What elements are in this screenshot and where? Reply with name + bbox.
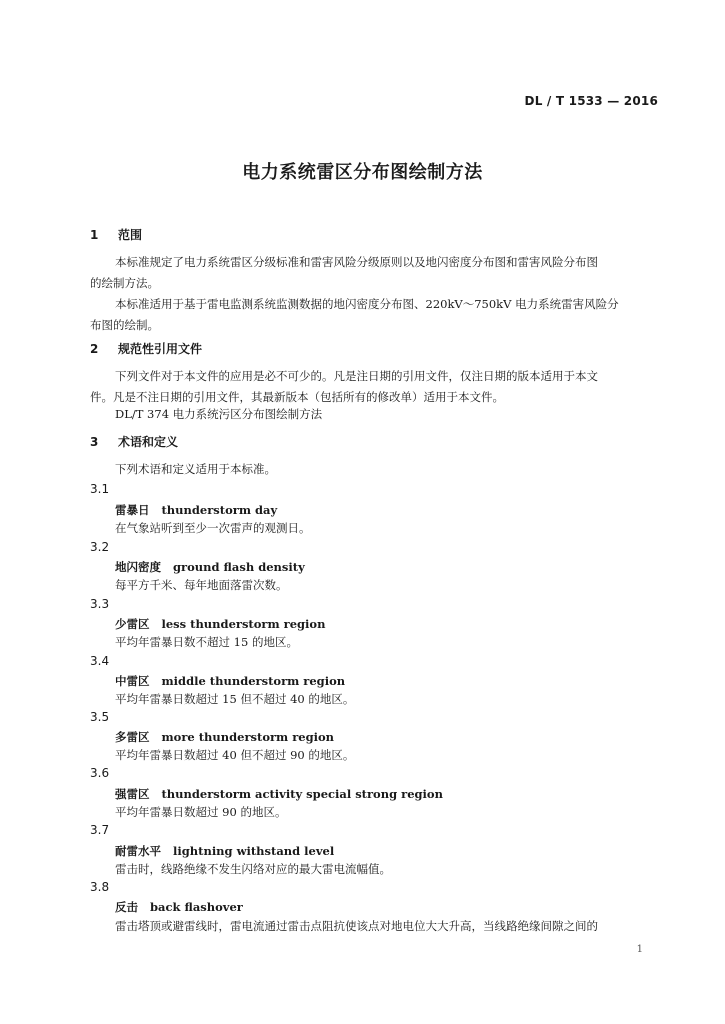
term-definition: 雷击时，线路绝缘不发生闪络对应的最大雷电流幅值。: [115, 862, 391, 876]
term-heading: 多雷区 more thunderstorm region: [115, 730, 335, 744]
term-definition: 平均年雷暴日数不超过 15 的地区。: [115, 635, 298, 649]
standard-code: DL / T 1533 — 2016: [524, 94, 658, 108]
term-heading: 地闪密度 ground flash density: [115, 560, 305, 574]
section-1-paragraph-2: 本标准适用于基于雷电监测系统监测数据的地闪密度分布图、220kV～750kV 电力系统雷害风险分 布图的绘制。: [90, 297, 619, 332]
term-number: 3.3: [90, 597, 110, 611]
document-title: 电力系统雷区分布图绘制方法: [242, 162, 483, 183]
term-definition: 平均年雷暴日数超过 15 但不超过 40 的地区。: [115, 692, 355, 706]
term-definition: 平均年雷暴日数超过 40 但不超过 90 的地区。: [115, 748, 355, 762]
term-number: 3.1: [90, 482, 110, 496]
term-heading: 耐雷水平 lightning withstand level: [115, 844, 335, 858]
term-heading: 雷暴日 thunderstorm day: [115, 503, 278, 517]
section-1-paragraph-1: 本标准规定了电力系统雷区分级标准和雷害风险分级原则以及地闪密度分布图和雷害风险分布图 的绘制方法。: [90, 255, 598, 290]
term-heading: 少雷区 less thunderstorm region: [115, 617, 326, 631]
section-2-paragraph-1: 下列文件对于本文件的应用是必不可少的。凡是注日期的引用文件，仅注日期的版本适用于本文 件。凡是不注日期的引用文件，其最新版本（包括所有的修改单）适用于本文件。: [90, 369, 598, 404]
term-number: 3.5: [90, 710, 110, 724]
term-definition: 每平方千米、每年地面落雷次数。: [115, 578, 288, 592]
term-definition: 在气象站听到至少一次雷声的观测日。: [115, 521, 311, 535]
section-3-intro: 下列术语和定义适用于本标准。: [115, 462, 276, 476]
term-heading: 强雷区 thunderstorm activity special strong region: [115, 787, 443, 801]
section-2-heading: 2 规范性引用文件: [90, 342, 203, 356]
page-mark: 1: [636, 944, 643, 955]
term-number: 3.6: [90, 766, 110, 780]
term-definition: 平均年雷暴日数超过 90 的地区。: [115, 805, 287, 819]
term-heading: 中雷区 middle thunderstorm region: [115, 674, 346, 688]
normative-reference: DL/T 374 电力系统污区分布图绘制方法: [115, 407, 323, 421]
term-number: 3.2: [90, 540, 110, 554]
term-number: 3.8: [90, 880, 110, 894]
term-heading: 反击 back flashover: [115, 900, 243, 914]
term-number: 3.7: [90, 823, 110, 837]
section-3-heading: 3 术语和定义: [90, 435, 179, 449]
section-1-heading: 1 范围: [90, 228, 143, 242]
term-definition: 雷击塔顶或避雷线时，雷电流通过雷击点阻抗使该点对地电位大大升高，当线路绝缘间隙之间的: [115, 919, 598, 933]
term-number: 3.4: [90, 654, 110, 668]
